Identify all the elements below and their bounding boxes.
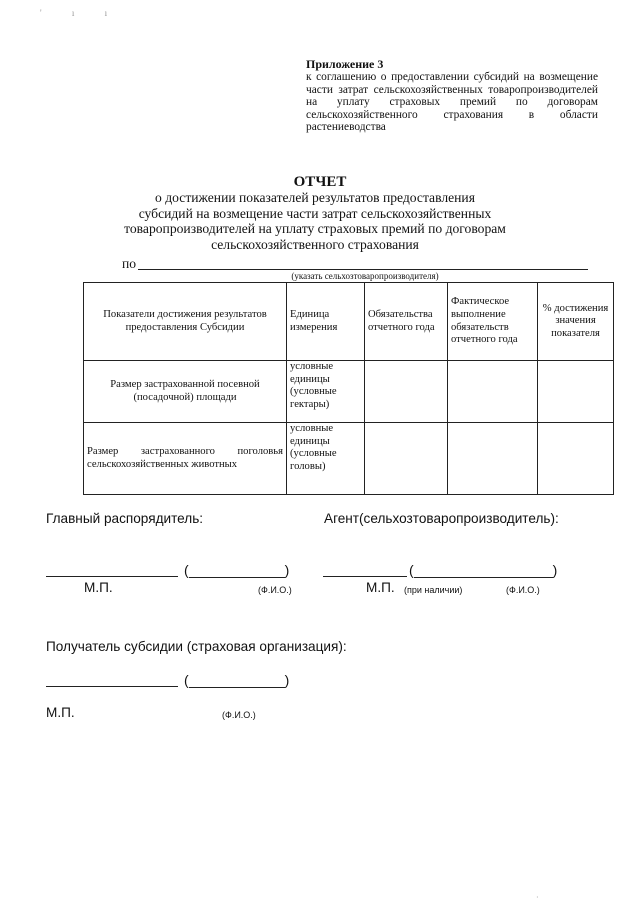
cell-indicator: Размер застрахованной посевной (посадочной) площади — [84, 361, 287, 423]
table-header-row — [84, 283, 614, 361]
cell-actual[interactable] — [448, 361, 538, 423]
cell-percent[interactable] — [538, 423, 614, 495]
cell-unit: условные единицы (условные головы) — [287, 423, 365, 495]
report-subtitle — [100, 190, 530, 252]
header-percent: % достижения значения показателя — [538, 283, 614, 361]
cell-obligation[interactable] — [365, 361, 448, 423]
appendix-block — [306, 58, 598, 133]
table-row — [84, 361, 614, 423]
manager-signature-line[interactable] — [46, 576, 178, 577]
recipient-name-field[interactable]: ( ) — [184, 672, 290, 688]
header-actual: Фактическое выполнение обязательств отчетного года — [448, 283, 538, 361]
producer-field-line[interactable] — [138, 269, 588, 270]
main-manager-label: Главный распорядитель: — [46, 511, 204, 526]
manager-mp: М.П. — [84, 580, 113, 595]
cell-obligation[interactable] — [365, 423, 448, 495]
scan-specks: ' ı ı — [40, 8, 122, 18]
subtitle-line: субсидий на возмещение части затрат сельскохозяйственных — [138, 205, 492, 221]
footer-mark: · — [536, 893, 539, 902]
recipient-signature-line[interactable] — [46, 686, 178, 687]
recipient-fio-hint: (Ф.И.О.) — [222, 710, 256, 720]
appendix-text: к соглашению о предоставлении субсидий на возмещение части затрат сельскохозяйственных товаропроизводителей на уплату страховых премий по договорам сельскохозяйственного страхования в области растениеводства — [306, 71, 598, 134]
agent-signature-line[interactable] — [323, 576, 407, 577]
recipient-label: Получатель субсидии (страховая организация): — [46, 639, 347, 654]
producer-field-hint: (указать сельхозтоваропроизводителя) — [291, 271, 439, 281]
table-row — [84, 423, 614, 495]
header-unit: Единица измерения — [287, 283, 365, 361]
manager-name-field[interactable]: ( ) — [184, 562, 290, 578]
agent-fio-hint: (Ф.И.О.) — [506, 585, 540, 595]
cell-unit: условные единицы (условные гектары) — [287, 361, 365, 423]
appendix-title: Приложение 3 — [306, 57, 384, 71]
cell-actual[interactable] — [448, 423, 538, 495]
header-indicator: Показатели достижения результатов предоставления Субсидии — [84, 283, 287, 361]
report-title: ОТЧЕТ — [293, 174, 347, 190]
agent-label: Агент(сельхозтоваропроизводитель): — [324, 511, 559, 526]
cell-indicator: Размер застрахованного поголовья сельскохозяйственных животных — [84, 423, 287, 495]
subtitle-line: сельскохозяйственного страхования — [211, 236, 419, 252]
subtitle-line: товаропроизводителей на уплату страховых премий по договорам — [124, 221, 506, 237]
po-label: по — [122, 256, 137, 271]
indicators-table — [83, 282, 614, 495]
agent-name-field[interactable]: ( ) — [409, 562, 558, 578]
agent-mp: М.П. — [366, 580, 395, 595]
header-obligation: Обязательства отчетного года — [365, 283, 448, 361]
cell-percent[interactable] — [538, 361, 614, 423]
manager-fio-hint: (Ф.И.О.) — [258, 585, 292, 595]
recipient-mp: М.П. — [46, 705, 75, 720]
agent-if-any-hint: (при наличии) — [404, 585, 463, 595]
subtitle-line: о достижении показателей результатов предоставления — [155, 190, 475, 205]
